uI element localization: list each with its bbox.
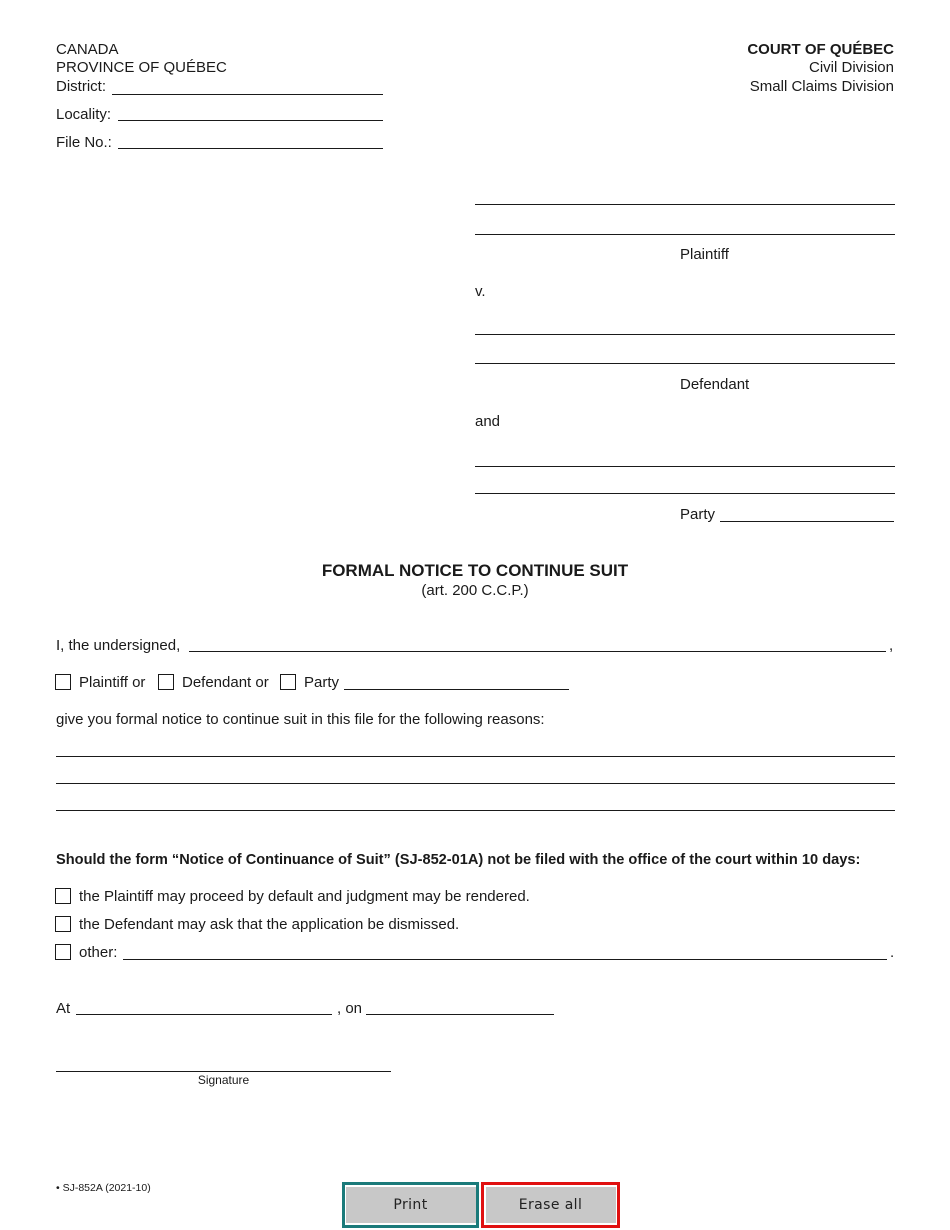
defendant-dismiss-checkbox[interactable] xyxy=(55,916,71,932)
defendant-role-checkbox[interactable] xyxy=(158,674,174,690)
reasons-text: give you formal notice to continue suit in this file for the following reasons: xyxy=(56,711,545,728)
district-label: District: xyxy=(56,78,106,95)
date-field[interactable] xyxy=(366,998,554,1015)
plaintiff-address-field[interactable] xyxy=(475,218,895,235)
place-field[interactable] xyxy=(76,998,332,1015)
print-button-label: Print xyxy=(346,1187,476,1223)
plaintiff-default-checkbox[interactable] xyxy=(55,888,71,904)
defendant-label: Defendant xyxy=(680,376,750,393)
plaintiff-role-checkbox[interactable] xyxy=(55,674,71,690)
plaintiff-role-label: Plaintiff or xyxy=(79,674,146,691)
other-label: other: xyxy=(79,944,118,961)
plaintiff-label: Plaintiff xyxy=(680,246,729,263)
file-no-field[interactable] xyxy=(118,132,383,149)
locality-label: Locality: xyxy=(56,106,112,123)
at-label: At xyxy=(56,1000,71,1017)
defendant-dismiss-label: the Defendant may ask that the application be dismissed. xyxy=(79,916,460,933)
versus-label: v. xyxy=(475,283,486,300)
district-field[interactable] xyxy=(112,78,383,95)
defendant-name-field[interactable] xyxy=(475,318,895,335)
signature-label: Signature xyxy=(197,1073,250,1087)
country-label: CANADA xyxy=(56,41,119,58)
and-label: and xyxy=(475,413,501,430)
erase-all-button[interactable] xyxy=(481,1182,620,1228)
form-code: • SJ-852A (2021-10) xyxy=(56,1182,151,1194)
form-title: FORMAL NOTICE TO CONTINUE SUIT xyxy=(321,561,629,580)
other-field[interactable] xyxy=(123,943,887,960)
court-title: COURT OF QUÉBEC xyxy=(747,41,894,58)
plaintiff-default-label: the Plaintiff may proceed by default and judgment may be rendered. xyxy=(79,888,530,905)
on-label: , on xyxy=(337,1000,363,1017)
locality-field[interactable] xyxy=(118,104,383,121)
party-address-field[interactable] xyxy=(475,477,895,494)
other-period: . xyxy=(890,944,895,961)
party-role-field[interactable] xyxy=(344,673,569,690)
party-name-field[interactable] xyxy=(475,450,895,467)
undersigned-comma: , xyxy=(889,637,894,654)
form-subtitle: (art. 200 C.C.P.) xyxy=(421,582,529,599)
subdivision-label: Small Claims Division xyxy=(749,78,894,95)
consequences-heading: Should the form “Notice of Continuance of Suit” (SJ-852-01A) not be filed with the office of the court within 10 days: xyxy=(56,852,861,868)
reasons-line-2[interactable] xyxy=(56,767,895,784)
party-label: Party xyxy=(680,506,716,523)
reasons-line-3[interactable] xyxy=(56,794,895,811)
signature-field[interactable] xyxy=(56,1055,391,1072)
file-no-label: File No.: xyxy=(56,134,112,151)
defendant-address-field[interactable] xyxy=(475,347,895,364)
undersigned-label: I, the undersigned, xyxy=(56,637,181,654)
erase-all-button-label: Erase all xyxy=(486,1187,616,1223)
party-type-field[interactable] xyxy=(720,505,894,522)
defendant-role-label: Defendant or xyxy=(182,674,269,691)
province-label: PROVINCE OF QUÉBEC xyxy=(56,59,227,76)
print-button[interactable] xyxy=(342,1182,479,1228)
reasons-line-1[interactable] xyxy=(56,740,895,757)
other-checkbox[interactable] xyxy=(55,944,71,960)
party-role-label: Party xyxy=(304,674,340,691)
party-role-checkbox[interactable] xyxy=(280,674,296,690)
division-label: Civil Division xyxy=(808,59,894,76)
undersigned-name-field[interactable] xyxy=(189,635,886,652)
plaintiff-name-field[interactable] xyxy=(475,188,895,205)
